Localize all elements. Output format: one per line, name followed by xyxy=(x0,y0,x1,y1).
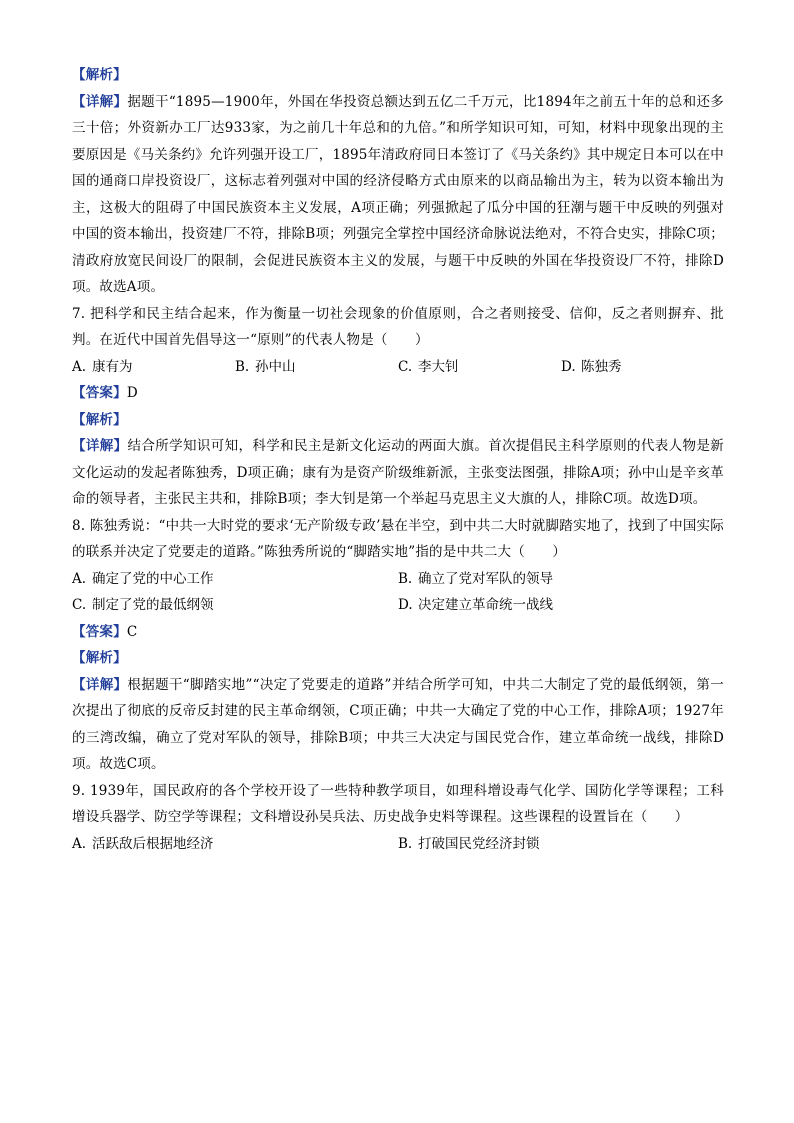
answer-tag: 【答案】 xyxy=(72,623,127,640)
q8-option-b[interactable]: B. 确立了党对军队的领导 xyxy=(398,570,553,587)
q7-option-d[interactable]: D. 陈独秀 xyxy=(561,358,622,375)
answer-value: C xyxy=(126,623,138,640)
q9-stem: 9. 1939年，国民政府的各个学校开设了一些特种教学项目，如理科增设毒气化学、国防化学等课程；工科增设兵器学、防空学等课程；文科增设孙吴兵法、历史战争史料等课程。这些课程的设置旨在（ ） xyxy=(72,782,724,825)
q6-explanation xyxy=(72,89,724,301)
q7-analysis-heading: 【解析】 xyxy=(72,411,127,428)
answer-tag: 【答案】 xyxy=(72,385,127,401)
analysis-heading: 【解析】 xyxy=(72,67,127,83)
explanation-tag: 【详解】 xyxy=(72,93,128,110)
answer-value: D xyxy=(126,385,138,401)
q8-option-c[interactable]: C. 制定了党的最低纲领 xyxy=(72,597,214,613)
explanation-text: 根据题干“脚踏实地”“决定了党要走的道路”并结合所学可知，中共二大制定了党的最低纲领，第一次提出了彻底的反帝反封建的民主革命纲领，C项正确；中共一大确定了党的中心工作，排除A项；1927年的三湾改编，确立了党对军队的领导，排除B项；中共三大决定与国民党合作，建立革命统一战线，排除D项。故选C项。 xyxy=(72,676,724,772)
q9-options-row1 xyxy=(72,831,724,858)
q8-stem: 8. 陈独秀说：“中共一大时党的要求‘无产阶级专政’悬在半空，到中共二大时就脚踏实地了，找到了中国实际的联系并决定了党要走的道路。”陈独秀所说的“脚踏实地”指的是中共二大（ ） xyxy=(72,517,724,560)
explanation-tag: 【详解】 xyxy=(72,438,128,454)
q7-option-a[interactable]: A. 康有为 xyxy=(72,358,133,375)
q7-option-c[interactable]: C. 李大钊 xyxy=(398,358,459,375)
q9-option-a[interactable]: A. 活跃敌后根据地经济 xyxy=(72,835,214,852)
q8-option-a[interactable]: A. 确定了党的中心工作 xyxy=(72,570,214,587)
explanation-text: 据题干“1895—1900年，外国在华投资总额达到五亿二千万元，比1894年之前五十年的总和还多三十倍；外资新办工厂达933家，为之前几十年总和的九倍。”和所学知识可知，可知，材料中现象出现的主要原因是《马关条约》允许列强开设工厂，1895年清政府同日本签订了《马关条约》其中规定日本可以在中国的通商口岸投资设厂，这标志着列强对中国的经济侵略方式由原来的以商品输出为主，转为以资本输出为主，这极大的阻碍了中国民族资本主义发展，A项正确；列强掀起了瓜分中国的狂潮与题干中反映的列强对中国的资本输出，投资建厂不符，排除B项；列强完全掌控中国经济命脉说法绝对，不符合史实，排除C项；清政府放宽民间设厂的限制，会促进民族资本主义的发展，与题干中反映的外国在华投资设厂不符，排除D项。故选A项。 xyxy=(72,93,724,295)
q8-answer xyxy=(72,619,724,646)
q8-explanation xyxy=(72,672,724,778)
q8-analysis-heading: 【解析】 xyxy=(72,650,127,666)
document-page xyxy=(72,62,724,857)
q8-option-d[interactable]: D. 决定建立革命统一战线 xyxy=(398,597,553,613)
q7-stem: 7. 把科学和民主结合起来，作为衡量一切社会现象的价值原则，合之者则接受、信仰，反之者则摒弃、批判。在近代中国首先倡导这一“原则”的代表人物是（ ） xyxy=(72,305,724,348)
q7-options xyxy=(72,354,724,381)
q8-options-row2 xyxy=(72,592,724,619)
q7-explanation xyxy=(72,433,724,513)
explanation-text: 结合所学知识可知，科学和民主是新文化运动的两面大旗。首次提倡民主科学原则的代表人物是新文化运动的发起者陈独秀，D项正确；康有为是资产阶级维新派，主张变法图强，排除A项；孙中山是辛亥革命的领导者，主张民主共和，排除B项；李大钊是第一个举起马克思主义大旗的人，排除C项。故选D项。 xyxy=(72,438,724,507)
explanation-tag: 【详解】 xyxy=(72,676,128,693)
q9-option-b[interactable]: B. 打破国民党经济封锁 xyxy=(398,835,540,852)
q7-answer xyxy=(72,380,724,407)
q7-option-b[interactable]: B. 孙中山 xyxy=(235,358,296,375)
q8-options-row1 xyxy=(72,566,724,593)
